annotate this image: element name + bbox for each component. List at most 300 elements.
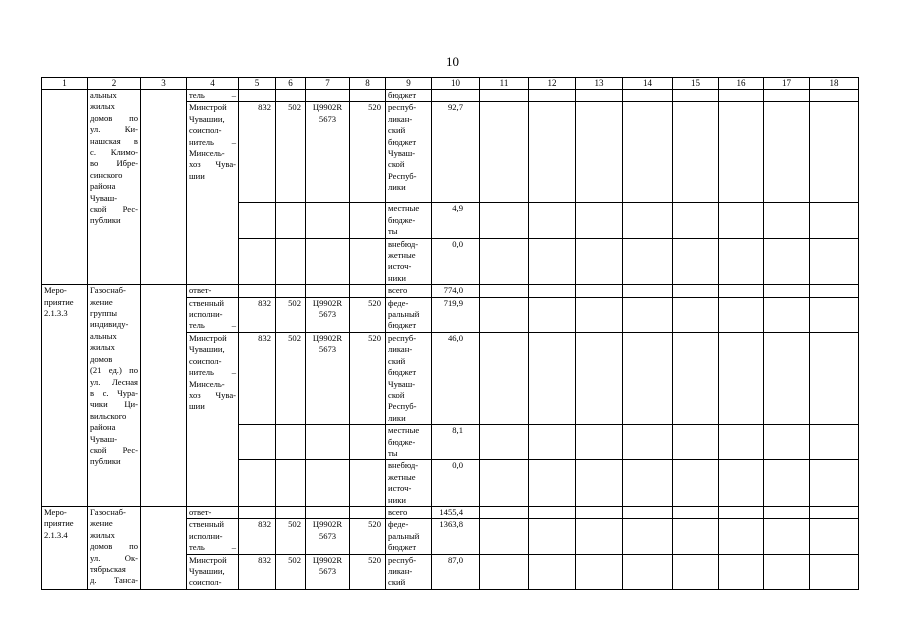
cell-line: Ц9902R — [312, 519, 343, 530]
empty-cell — [673, 203, 719, 238]
cell-line: публики — [90, 456, 121, 467]
cell-line: Чувашии, — [189, 566, 225, 576]
empty-cell — [719, 203, 764, 238]
empty-cell — [529, 297, 576, 332]
empty-cell — [764, 519, 810, 554]
code-c7 — [306, 238, 350, 285]
cell-line: ральный — [388, 309, 420, 320]
cell-line: ответ- — [189, 506, 212, 517]
header-cell: 15 — [673, 78, 719, 90]
code-c6 — [276, 460, 306, 507]
code-c5 — [239, 506, 276, 518]
code-c6: 502 — [276, 102, 306, 203]
empty-cell — [764, 425, 810, 460]
code-c6: 502 — [276, 332, 306, 424]
empty-cell — [810, 519, 859, 554]
cell-line: Ц9902R — [312, 332, 343, 343]
empty-cell — [529, 238, 576, 285]
executor-cell — [187, 90, 239, 102]
empty-cell — [719, 90, 764, 102]
empty-cell — [623, 102, 673, 203]
code-c5 — [239, 203, 276, 238]
header-cell: 9 — [386, 78, 432, 90]
name-cell — [88, 285, 141, 507]
cell-line: тель – — [189, 320, 236, 331]
empty-cell — [623, 238, 673, 285]
cell-line: ский — [388, 355, 406, 366]
empty-cell — [719, 519, 764, 554]
cell-line: Чувашии, — [189, 344, 225, 355]
cell-line: домов — [90, 353, 113, 364]
cell-line: Меро- — [44, 506, 67, 517]
source-cell — [386, 425, 432, 460]
source-cell — [386, 554, 432, 589]
cell-line: бюджет — [388, 320, 417, 331]
cell-line: нитель – — [189, 367, 236, 378]
header-cell: 4 — [187, 78, 239, 90]
cell-line: ральный — [388, 530, 420, 541]
cell-line: вильского — [90, 410, 127, 421]
cell-line: Респуб- — [388, 170, 417, 181]
code-c8 — [350, 238, 386, 285]
cell-line: Газоснаб- — [90, 285, 126, 296]
source-cell — [386, 203, 432, 238]
cell-line: лики — [388, 182, 406, 193]
code-c6 — [276, 90, 306, 102]
empty-cell — [719, 238, 764, 285]
cell-line: бюджет — [388, 542, 417, 553]
col3-cell — [141, 506, 187, 589]
cell-line: района — [90, 181, 116, 192]
empty-cell — [576, 297, 623, 332]
code-c7 — [306, 102, 350, 203]
cell-line: Минстрой — [189, 332, 227, 343]
cell-line: респуб- — [388, 332, 417, 343]
cell-line: 5673 — [318, 530, 337, 541]
event-cell — [42, 506, 88, 589]
empty-cell — [810, 554, 859, 589]
empty-cell — [576, 425, 623, 460]
cell-line: бюджет — [388, 90, 417, 100]
code-c8 — [350, 425, 386, 460]
name-cell — [88, 506, 141, 589]
cell-line: жилых — [90, 529, 115, 540]
amount-cell: 1455,4 — [432, 506, 480, 518]
amount-cell: 92,7 — [432, 102, 480, 203]
cell-line: 2.1.3.3 — [44, 308, 68, 319]
empty-cell — [623, 425, 673, 460]
code-c7 — [306, 554, 350, 589]
empty-cell — [810, 90, 859, 102]
header-cell: 13 — [576, 78, 623, 90]
empty-cell — [576, 460, 623, 507]
cell-line: Чуваш- — [90, 192, 118, 203]
cell-line: ликан- — [388, 113, 413, 124]
empty-cell — [576, 519, 623, 554]
cell-line: домов по — [90, 112, 138, 123]
header-row — [42, 78, 859, 90]
code-c5: 832 — [239, 519, 276, 554]
empty-cell — [576, 238, 623, 285]
cell-line: альных — [90, 90, 117, 100]
header-cell: 5 — [239, 78, 276, 90]
empty-cell — [529, 203, 576, 238]
code-c7 — [306, 285, 350, 297]
cell-line: 5673 — [318, 344, 337, 355]
cell-line: Чуваш- — [90, 433, 118, 444]
table-row — [42, 90, 859, 102]
code-c6 — [276, 203, 306, 238]
code-c7 — [306, 90, 350, 102]
empty-cell — [480, 102, 529, 203]
cell-line: 5673 — [318, 113, 337, 124]
cell-line: ской Рес- — [90, 444, 138, 455]
empty-cell — [623, 506, 673, 518]
cell-line: жение — [90, 296, 113, 307]
empty-cell — [764, 102, 810, 203]
empty-cell — [764, 554, 810, 589]
amount-cell: 4,9 — [432, 203, 480, 238]
amount-cell: 0,0 — [432, 238, 480, 285]
cell-line: жилых — [90, 101, 115, 112]
cell-line: Меро- — [44, 285, 67, 296]
col3-cell — [141, 285, 187, 507]
cell-line: района — [90, 422, 116, 433]
cell-line: домов по — [90, 541, 138, 552]
empty-cell — [764, 297, 810, 332]
cell-line: приятие — [44, 518, 74, 529]
code-c7 — [306, 203, 350, 238]
empty-cell — [623, 285, 673, 297]
code-c8 — [350, 203, 386, 238]
cell-line: с. Климо- — [90, 147, 138, 158]
cell-line: тябрьская — [90, 564, 126, 574]
cell-line: исполни- — [189, 530, 223, 541]
cell-line: респуб- — [388, 102, 417, 113]
empty-cell — [480, 285, 529, 297]
header-cell: 14 — [623, 78, 673, 90]
code-c8: 520 — [350, 102, 386, 203]
executor-cell — [187, 519, 239, 554]
empty-cell — [623, 90, 673, 102]
code-c7 — [306, 332, 350, 424]
cell-line: Респуб- — [388, 401, 417, 412]
code-c6 — [276, 425, 306, 460]
empty-cell — [673, 297, 719, 332]
empty-cell — [480, 203, 529, 238]
code-c5: 832 — [239, 554, 276, 589]
cell-line: бюдже- — [388, 214, 416, 225]
code-c5 — [239, 285, 276, 297]
code-c6 — [276, 285, 306, 297]
code-c6 — [276, 238, 306, 285]
code-c5: 832 — [239, 297, 276, 332]
empty-cell — [719, 102, 764, 203]
source-cell — [386, 519, 432, 554]
empty-cell — [623, 554, 673, 589]
empty-cell — [810, 297, 859, 332]
amount-cell: 8,1 — [432, 425, 480, 460]
code-c5 — [239, 238, 276, 285]
cell-line: хоз Чува- — [189, 159, 236, 170]
empty-cell — [529, 425, 576, 460]
cell-line: ственный — [189, 519, 224, 530]
empty-cell — [480, 425, 529, 460]
source-cell — [386, 285, 432, 297]
code-c8 — [350, 460, 386, 507]
header-cell: 7 — [306, 78, 350, 90]
empty-cell — [480, 90, 529, 102]
cell-line: всего — [388, 285, 408, 296]
empty-cell — [810, 332, 859, 424]
cell-line: (21 ед.) по — [90, 365, 138, 376]
source-cell — [386, 506, 432, 518]
source-cell — [386, 297, 432, 332]
empty-cell — [529, 285, 576, 297]
cell-line: в с. Чура- — [90, 387, 138, 398]
empty-cell — [719, 554, 764, 589]
source-cell — [386, 332, 432, 424]
cell-line: ул. Ки- — [90, 124, 138, 135]
header-cell: 11 — [480, 78, 529, 90]
executor-cell — [187, 102, 239, 285]
cell-line: Чуваш- — [388, 148, 416, 159]
empty-cell — [719, 332, 764, 424]
cell-line: Чуваш- — [388, 378, 416, 389]
code-c8: 520 — [350, 519, 386, 554]
code-c7 — [306, 519, 350, 554]
code-c8: 520 — [350, 332, 386, 424]
cell-line: во Ибре- — [90, 158, 138, 169]
empty-cell — [719, 285, 764, 297]
cell-line: ской Рес- — [90, 204, 138, 215]
empty-cell — [529, 332, 576, 424]
source-cell — [386, 238, 432, 285]
cell-line: бюджет — [388, 367, 417, 378]
empty-cell — [623, 203, 673, 238]
cell-line: ники — [388, 272, 406, 283]
cell-line: Ц9902R — [312, 554, 343, 565]
col3-cell — [141, 90, 187, 285]
empty-cell — [764, 460, 810, 507]
code-c5: 832 — [239, 102, 276, 203]
header-cell: 6 — [276, 78, 306, 90]
header-cell: 16 — [719, 78, 764, 90]
empty-cell — [673, 332, 719, 424]
code-c8: 520 — [350, 297, 386, 332]
empty-cell — [480, 238, 529, 285]
empty-cell — [719, 425, 764, 460]
header-cell: 17 — [764, 78, 810, 90]
empty-cell — [764, 506, 810, 518]
empty-cell — [764, 203, 810, 238]
cell-line: Минстрой — [189, 554, 227, 565]
empty-cell — [719, 460, 764, 507]
cell-line: индивиду- — [90, 319, 129, 330]
header-cell: 2 — [88, 78, 141, 90]
source-cell — [386, 460, 432, 507]
cell-line: 2.1.3.4 — [44, 529, 68, 540]
code-c6 — [276, 506, 306, 518]
cell-line: внебюд- — [388, 460, 419, 471]
cell-line: нашская в — [90, 135, 138, 146]
header-cell: 1 — [42, 78, 88, 90]
empty-cell — [576, 506, 623, 518]
code-c6: 502 — [276, 297, 306, 332]
empty-cell — [673, 554, 719, 589]
cell-line: соиспол- — [189, 577, 222, 588]
header-cell: 8 — [350, 78, 386, 90]
empty-cell — [673, 285, 719, 297]
cell-line: всего — [388, 506, 408, 517]
cell-line: Газоснаб- — [90, 506, 126, 517]
empty-cell — [810, 506, 859, 518]
cell-line: ответ- — [189, 285, 212, 296]
cell-line: источ- — [388, 483, 412, 494]
empty-cell — [576, 554, 623, 589]
amount-cell: 87,0 — [432, 554, 480, 589]
code-c5 — [239, 90, 276, 102]
amount-cell: 46,0 — [432, 332, 480, 424]
empty-cell — [480, 460, 529, 507]
cell-line: ул. Ок- — [90, 552, 138, 563]
empty-cell — [576, 203, 623, 238]
code-c7 — [306, 506, 350, 518]
cell-line: жетные — [388, 471, 416, 482]
header-cell: 10 — [432, 78, 480, 90]
empty-cell — [623, 460, 673, 507]
cell-line: Минсель- — [189, 148, 225, 159]
cell-line: публики — [90, 215, 121, 226]
empty-cell — [529, 460, 576, 507]
cell-line: приятие — [44, 296, 74, 307]
cell-line: ской — [388, 159, 405, 170]
cell-line: ликан- — [388, 566, 413, 576]
cell-line: внебюд- — [388, 238, 419, 249]
code-c6: 502 — [276, 554, 306, 589]
code-c8 — [350, 90, 386, 102]
cell-line: ты — [388, 226, 398, 237]
cell-line: ский — [388, 125, 406, 136]
cell-line: респуб- — [388, 554, 417, 565]
header-cell: 12 — [529, 78, 576, 90]
cell-line: лики — [388, 412, 406, 423]
code-c8: 520 — [350, 554, 386, 589]
code-c5 — [239, 460, 276, 507]
empty-cell — [673, 519, 719, 554]
empty-cell — [576, 102, 623, 203]
amount-cell: 774,0 — [432, 285, 480, 297]
empty-cell — [529, 102, 576, 203]
cell-line: жетные — [388, 250, 416, 261]
empty-cell — [623, 332, 673, 424]
cell-line: жение — [90, 518, 113, 529]
code-c7 — [306, 460, 350, 507]
empty-cell — [810, 102, 859, 203]
empty-cell — [480, 519, 529, 554]
empty-cell — [810, 203, 859, 238]
code-c7 — [306, 297, 350, 332]
executor-cell — [187, 297, 239, 332]
empty-cell — [673, 425, 719, 460]
cell-line: 5673 — [318, 309, 337, 320]
executor-cell — [187, 332, 239, 506]
table-row — [42, 506, 859, 518]
cell-line: чики Ци- — [90, 399, 138, 410]
executor-cell — [187, 554, 239, 589]
empty-cell — [810, 425, 859, 460]
cell-line: ники — [388, 494, 406, 505]
cell-line: 5673 — [318, 566, 337, 576]
code-c6: 502 — [276, 519, 306, 554]
cell-line: синского — [90, 169, 123, 180]
cell-line: нитель – — [189, 136, 236, 147]
source-cell — [386, 102, 432, 203]
cell-line: местные — [388, 203, 420, 214]
cell-line: ликан- — [388, 344, 413, 355]
empty-cell — [673, 90, 719, 102]
empty-cell — [764, 238, 810, 285]
empty-cell — [529, 554, 576, 589]
code-c8 — [350, 506, 386, 518]
cell-line: феде- — [388, 519, 409, 530]
empty-cell — [623, 297, 673, 332]
cell-line: ской — [388, 389, 405, 400]
empty-cell — [480, 297, 529, 332]
amount-cell: 719,9 — [432, 297, 480, 332]
cell-line: Ц9902R — [312, 102, 343, 113]
cell-line: источ- — [388, 261, 412, 272]
cell-line: соиспол- — [189, 125, 222, 136]
empty-cell — [719, 297, 764, 332]
name-cell — [88, 90, 141, 285]
cell-line: альных — [90, 330, 117, 341]
empty-cell — [810, 460, 859, 507]
cell-line: хоз Чува- — [189, 389, 236, 400]
executor-cell — [187, 285, 239, 297]
cell-line: д. Танса- — [90, 575, 138, 586]
cell-line: местные — [388, 425, 420, 436]
cell-line: ты — [388, 447, 398, 458]
table-row — [42, 285, 859, 297]
cell-line: шии — [189, 401, 205, 412]
empty-cell — [810, 285, 859, 297]
cell-line: Чувашии, — [189, 113, 225, 124]
cell-line: ул. Лесная — [90, 376, 138, 387]
empty-cell — [529, 90, 576, 102]
empty-cell — [529, 506, 576, 518]
empty-cell — [576, 285, 623, 297]
header-cell: 3 — [141, 78, 187, 90]
cell-line: бюдже- — [388, 436, 416, 447]
empty-cell — [719, 506, 764, 518]
cell-line: Минсель- — [189, 378, 225, 389]
page-number: 10 — [446, 54, 459, 69]
event-cell — [42, 90, 88, 285]
cell-line: феде- — [388, 297, 409, 308]
empty-cell — [529, 519, 576, 554]
amount-cell — [432, 90, 480, 102]
empty-cell — [673, 238, 719, 285]
empty-cell — [764, 285, 810, 297]
event-cell — [42, 285, 88, 507]
cell-line: шии — [189, 170, 205, 181]
amount-cell: 0,0 — [432, 460, 480, 507]
cell-line: соиспол- — [189, 355, 222, 366]
cell-line: тель – — [189, 542, 236, 553]
code-c5 — [239, 425, 276, 460]
empty-cell — [810, 238, 859, 285]
